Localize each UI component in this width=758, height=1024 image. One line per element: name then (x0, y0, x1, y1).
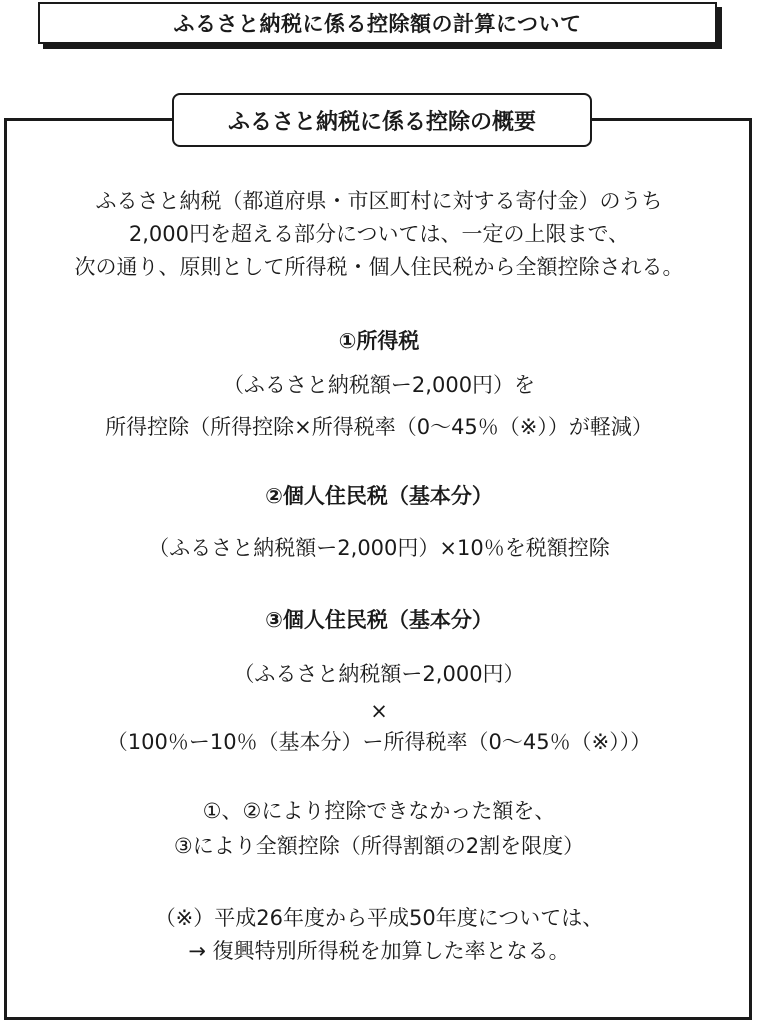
intro-line-2: 2,000円を超える部分については、一定の上限まで、 (128, 222, 630, 246)
section3-multiply: × (370, 699, 388, 723)
note-line-1: （※）平成26年度から平成50年度については、 (154, 906, 604, 930)
section1-line-2: 所得控除（所得控除×所得税率（0～45％（※））が軽減） (105, 415, 653, 439)
section2-line-1: （ふるさと納税額ー2,000円）×10％を税額控除 (148, 536, 610, 560)
page-title-text: ふるさと納税に係る控除額の計算について (173, 12, 582, 36)
section1-heading: ①所得税 (338, 329, 420, 353)
section1-line-1: （ふるさと納税額ー2,000円）を (222, 373, 536, 397)
page-title (38, 2, 717, 44)
section2-heading: ②個人住民税（基本分） (265, 484, 493, 508)
summary-line-2: ③により全額控除（所得割額の2割を限度） (173, 834, 585, 858)
intro-line-3: 次の通り、原則として所得税・個人住民税から全額控除される。 (74, 255, 684, 279)
note-line-2: → 復興特別所得税を加算した率となる。 (188, 939, 570, 963)
overview-label (172, 93, 592, 147)
overview-label-text: ふるさと納税に係る控除の概要 (227, 109, 536, 135)
section3-line-3: （100％ー10％（基本分）ー所得税率（0～45％（※））） (106, 730, 652, 754)
intro-line-1: ふるさと納税（都道府県・市区町村に対する寄付金）のうち (95, 189, 663, 213)
section3-heading: ③個人住民税（基本分） (265, 608, 493, 632)
section3-line-1: （ふるさと納税額ー2,000円） (233, 662, 525, 686)
summary-line-1: ①、②により控除できなかった額を、 (202, 799, 556, 823)
